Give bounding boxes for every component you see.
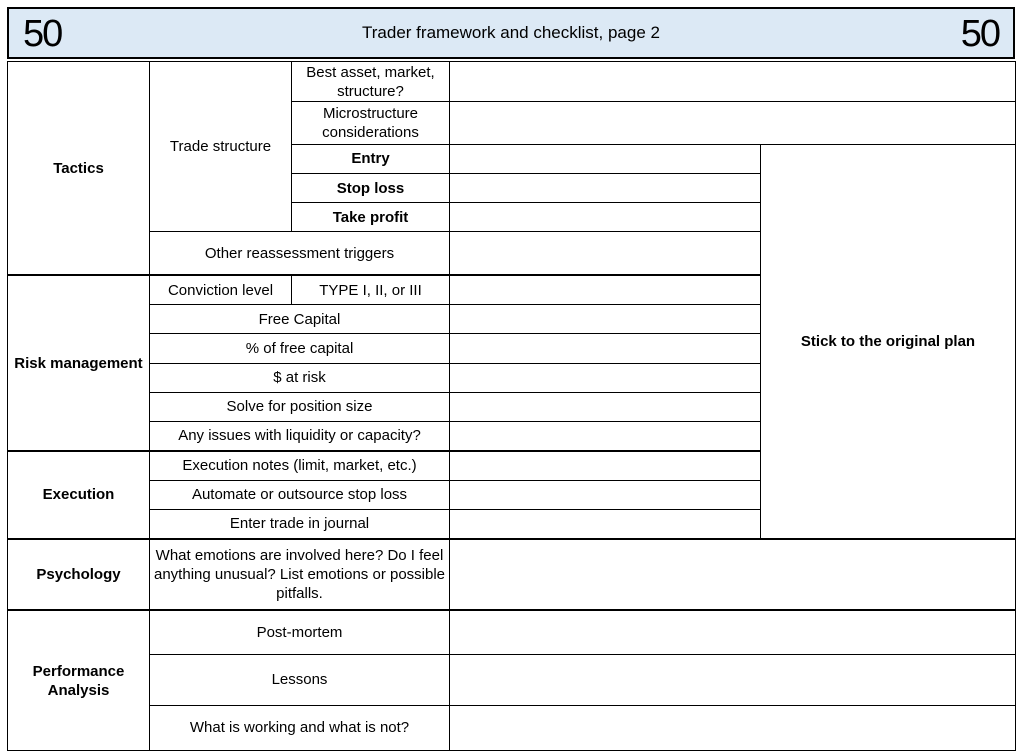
category-tactics: Tactics — [8, 62, 150, 276]
take-profit-label: Take profit — [292, 203, 450, 232]
page-number-left: 50 — [23, 13, 62, 55]
liquidity-label: Any issues with liquidity or capacity? — [150, 422, 450, 451]
pct-free-capital-field[interactable] — [450, 334, 761, 363]
take-profit-field[interactable] — [450, 203, 761, 232]
checklist-page — [7, 7, 1018, 750]
liquidity-field[interactable] — [450, 422, 761, 451]
stick-to-plan-note: Stick to the original plan — [761, 144, 1016, 538]
enter-journal-field[interactable] — [450, 509, 761, 538]
emotions-question-label: What emotions are involved here? Do I feel anything unusual? List emotions or possible pitfalls. — [150, 539, 450, 611]
entry-label: Entry — [292, 144, 450, 173]
post-mortem-field[interactable] — [450, 610, 1016, 654]
position-size-field[interactable] — [450, 392, 761, 421]
free-capital-field[interactable] — [450, 305, 761, 334]
stop-loss-field[interactable] — [450, 173, 761, 202]
dollars-at-risk-field[interactable] — [450, 363, 761, 392]
execution-notes-field[interactable] — [450, 451, 761, 480]
conviction-label: Conviction level — [150, 275, 292, 304]
automate-stop-loss-label: Automate or outsource stop loss — [150, 480, 450, 509]
lessons-label: Lessons — [150, 655, 450, 705]
conviction-field[interactable] — [450, 275, 761, 304]
lessons-field[interactable] — [450, 655, 1016, 705]
trade-structure-label: Trade structure — [150, 62, 292, 232]
enter-journal-label: Enter trade in journal — [150, 509, 450, 538]
best-asset-field[interactable] — [450, 62, 1016, 102]
what-is-working-field[interactable] — [450, 705, 1016, 751]
automate-stop-loss-field[interactable] — [450, 480, 761, 509]
post-mortem-label: Post-mortem — [150, 610, 450, 654]
page-title: Trader framework and checklist, page 2 — [362, 23, 660, 42]
category-risk-management: Risk management — [8, 275, 150, 451]
conviction-type-label: TYPE I, II, or III — [292, 275, 450, 304]
page-number-right: 50 — [960, 13, 999, 55]
dollars-at-risk-label: $ at risk — [150, 363, 450, 392]
category-performance-analysis: Performance Analysis — [8, 610, 150, 750]
microstructure-label: Microstructure considerations — [292, 102, 450, 144]
microstructure-field[interactable] — [450, 102, 1016, 144]
other-triggers-label: Other reassessment triggers — [150, 232, 450, 275]
other-triggers-field[interactable] — [450, 232, 761, 275]
best-asset-label: Best asset, market, structure? — [292, 62, 450, 102]
page-header — [7, 7, 1015, 59]
emotions-field[interactable] — [450, 539, 1016, 611]
category-execution: Execution — [8, 451, 150, 539]
execution-notes-label: Execution notes (limit, market, etc.) — [150, 451, 450, 480]
pct-free-capital-label: % of free capital — [150, 334, 450, 363]
what-is-working-label: What is working and what is not? — [150, 705, 450, 751]
entry-field[interactable] — [450, 144, 761, 173]
position-size-label: Solve for position size — [150, 392, 450, 421]
category-psychology: Psychology — [8, 539, 150, 611]
checklist-table — [7, 61, 1016, 751]
stop-loss-label: Stop loss — [292, 173, 450, 202]
free-capital-label: Free Capital — [150, 305, 450, 334]
